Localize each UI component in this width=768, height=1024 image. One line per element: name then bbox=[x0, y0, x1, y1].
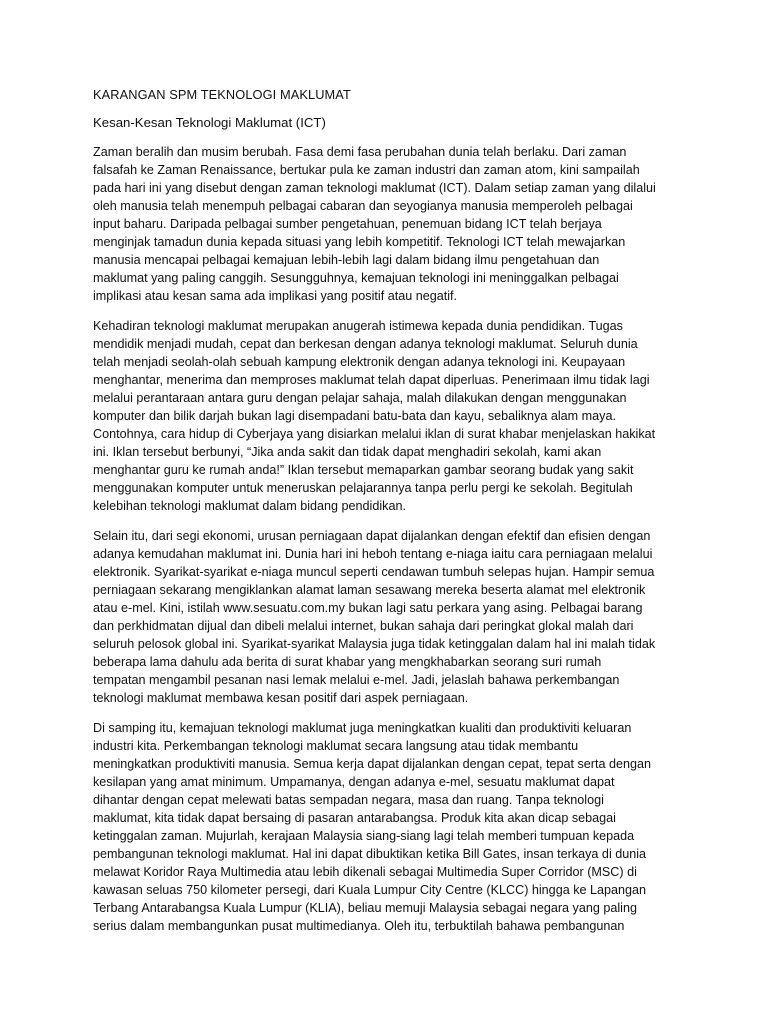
text-line: ketinggalan zaman. Mujurlah, kerajaan Malaysia siang-siang lagi telah memberi tumpuan kepada bbox=[93, 829, 635, 843]
text-line: kesilapan yang amat minimum. Umpamanya, dengan adanya e-mel, sesuatu maklumat dapat bbox=[93, 775, 615, 789]
text-line: pembangunan teknologi maklumat. Hal ini dapat dibuktikan ketika Bill Gates, insan terkaya di dunia bbox=[93, 847, 647, 861]
text-line: melalui perantaraan antara guru dengan pelajar sahaja, malah dilakukan dengan menggunakan bbox=[93, 391, 627, 405]
text-line: komputer dan bilik darjah bukan lagi disempadani batu-bata dan kayu, sebaliknya alam maya. bbox=[93, 409, 616, 423]
text-line: adanya kemudahan maklumat ini. Dunia hari ini heboh tentang e-niaga iaitu cara perniagaan melalui bbox=[93, 547, 653, 561]
text-line: perniagaan sekarang mengiklankan alamat laman sesawang mereka beserta alamat mel elektronik bbox=[93, 583, 646, 597]
text-line: Contohnya, cara hidup di Cyberjaya yang disiarkan melalui iklan di surat khabar menjelaskan hakikat bbox=[93, 427, 656, 441]
text-line: industri kita. Perkembangan teknologi maklumat secara langsung atau tidak membantu bbox=[93, 739, 579, 753]
text-line: menggunakan komputer untuk meneruskan pelajarannya tanpa perlu pergi ke sekolah. Begitulah bbox=[93, 481, 633, 495]
paragraph-3 bbox=[93, 527, 671, 707]
text-line: tempatan mengambil pesanan nasi lemak melalui e-mel. Jadi, jelaslah bahawa perkembangan bbox=[93, 673, 620, 687]
text-line: meningkatkan produktiviti manusia. Semua kerja dapat dijalankan dengan cepat, tepat serta dengan bbox=[93, 757, 651, 771]
text-line: kawasan seluas 750 kilometer persegi, dari Kuala Lumpur City Centre (KLCC) hingga ke Lapangan bbox=[93, 883, 647, 897]
text-line: input baharu. Daripada pelbagai sumber pengetahuan, penemuan bidang ICT telah berjaya bbox=[93, 217, 602, 231]
text-line: Kehadiran teknologi maklumat merupakan anugerah istimewa kepada dunia pendidikan. Tugas bbox=[93, 319, 623, 333]
text-line: beberapa lama dahulu ada berita di surat khabar yang mengkhabarkan seorang suri rumah bbox=[93, 655, 602, 669]
text-line: elektronik. Syarikat-syarikat e-niaga muncul seperti cendawan tumbuh selepas hujan. Hampir semua bbox=[93, 565, 655, 579]
text-line: implikasi atau kesan sama ada implikasi yang positif atau negatif. bbox=[93, 289, 458, 303]
text-line: Di samping itu, kemajuan teknologi maklumat juga meningkatkan kualiti dan produktiviti keluaran bbox=[93, 721, 632, 735]
text-line: dan perkhidmatan dijual dan dibeli melalui internet, bukan sahaja dari peringkat glokal malah dari bbox=[93, 619, 634, 633]
text-line: teknologi maklumat membawa kesan positif dari aspek perniagaan. bbox=[93, 691, 469, 705]
text-line: mendidik menjadi mudah, cepat dan berkesan dengan adanya teknologi maklumat. Seluruh dunia bbox=[93, 337, 638, 351]
text-line: oleh manusia telah menempuh pelbagai cabaran dan seyogianya manusia memperoleh pelbagai bbox=[93, 199, 633, 213]
text-line: Terbang Antarabangsa Kuala Lumpur (KLIA), beliau memuji Malaysia sebagai negara yang paling bbox=[93, 901, 637, 915]
text-line: serius dalam membangunkan pusat multimedianya. Oleh itu, terbuktilah bahawa pembangunan bbox=[93, 919, 625, 933]
text-line: pada hari ini yang disebut dengan zaman teknologi maklumat (ICT). Dalam setiap zaman yang dilalui bbox=[93, 181, 656, 195]
text-line: melawat Koridor Raya Multimedia atau lebih dikenali sebagai Multimedia Super Corridor (MSC) di bbox=[93, 865, 637, 879]
text-line: ini. Iklan tersebut berbunyi, “Jika anda sakit dan tidak dapat menghadiri sekolah, kami akan bbox=[93, 445, 602, 459]
text-line: seluruh pelosok global ini. Syarikat-syarikat Malaysia juga tidak ketinggalan dalam hal ini malah tidak bbox=[93, 637, 656, 651]
text-line: atau e-mel. Kini, istilah www.sesuatu.com.my bukan lagi satu perkara yang asing. Pelbagai barang bbox=[93, 601, 643, 615]
document-subtitle: Kesan-Kesan Teknologi Maklumat (ICT) bbox=[93, 115, 326, 130]
text-line: manusia mencapai pelbagai kemajuan lebih-lebih lagi dalam bidang ilmu pengetahuan dan bbox=[93, 253, 600, 267]
text-line: menghantar guru ke rumah anda!” Iklan tersebut memaparkan gambar seorang budak yang sakit bbox=[93, 463, 634, 477]
text-line: maklumat yang paling canggih. Sesungguhnya, kemajuan teknologi ini meninggalkan pelbagai bbox=[93, 271, 619, 285]
text-line: telah menjadi seolah-olah sebuah kampung elektronik dengan adanya teknologi ini. Keupayaan bbox=[93, 355, 626, 369]
text-line: menghantar, menerima dan memproses maklumat telah dapat diperluas. Penerimaan ilmu tidak lagi bbox=[93, 373, 650, 387]
paragraph-4 bbox=[93, 719, 671, 935]
text-line: kelebihan teknologi maklumat dalam bidang pendidikan. bbox=[93, 499, 406, 513]
document-body bbox=[93, 86, 671, 947]
paragraph-2 bbox=[93, 317, 671, 515]
text-line: Zaman beralih dan musim berubah. Fasa demi fasa perubahan dunia telah berlaku. Dari zaman bbox=[93, 145, 627, 159]
document-title: KARANGAN SPM TEKNOLOGI MAKLUMAT bbox=[93, 87, 351, 102]
text-line: maklumat, kita tidak dapat bersaing di pasaran antarabangsa. Produk kita akan dicap sebagai bbox=[93, 811, 616, 825]
text-line: Selain itu, dari segi ekonomi, urusan perniagaan dapat dijalankan dengan efektif dan efisien dengan bbox=[93, 529, 651, 543]
text-line: falsafah ke Zaman Renaissance, bertukar pula ke zaman industri dan zaman atom, kini sampailah bbox=[93, 163, 640, 177]
text-line: menginjak tamadun dunia kepada situasi yang lebih kompetitif. Teknologi ICT telah mewajarkan bbox=[93, 235, 626, 249]
paragraph-list bbox=[93, 143, 671, 935]
paragraph-1 bbox=[93, 143, 671, 305]
text-line: dihantar dengan cepat melewati batas sempadan negara, masa dan ruang. Tanpa teknologi bbox=[93, 793, 604, 807]
